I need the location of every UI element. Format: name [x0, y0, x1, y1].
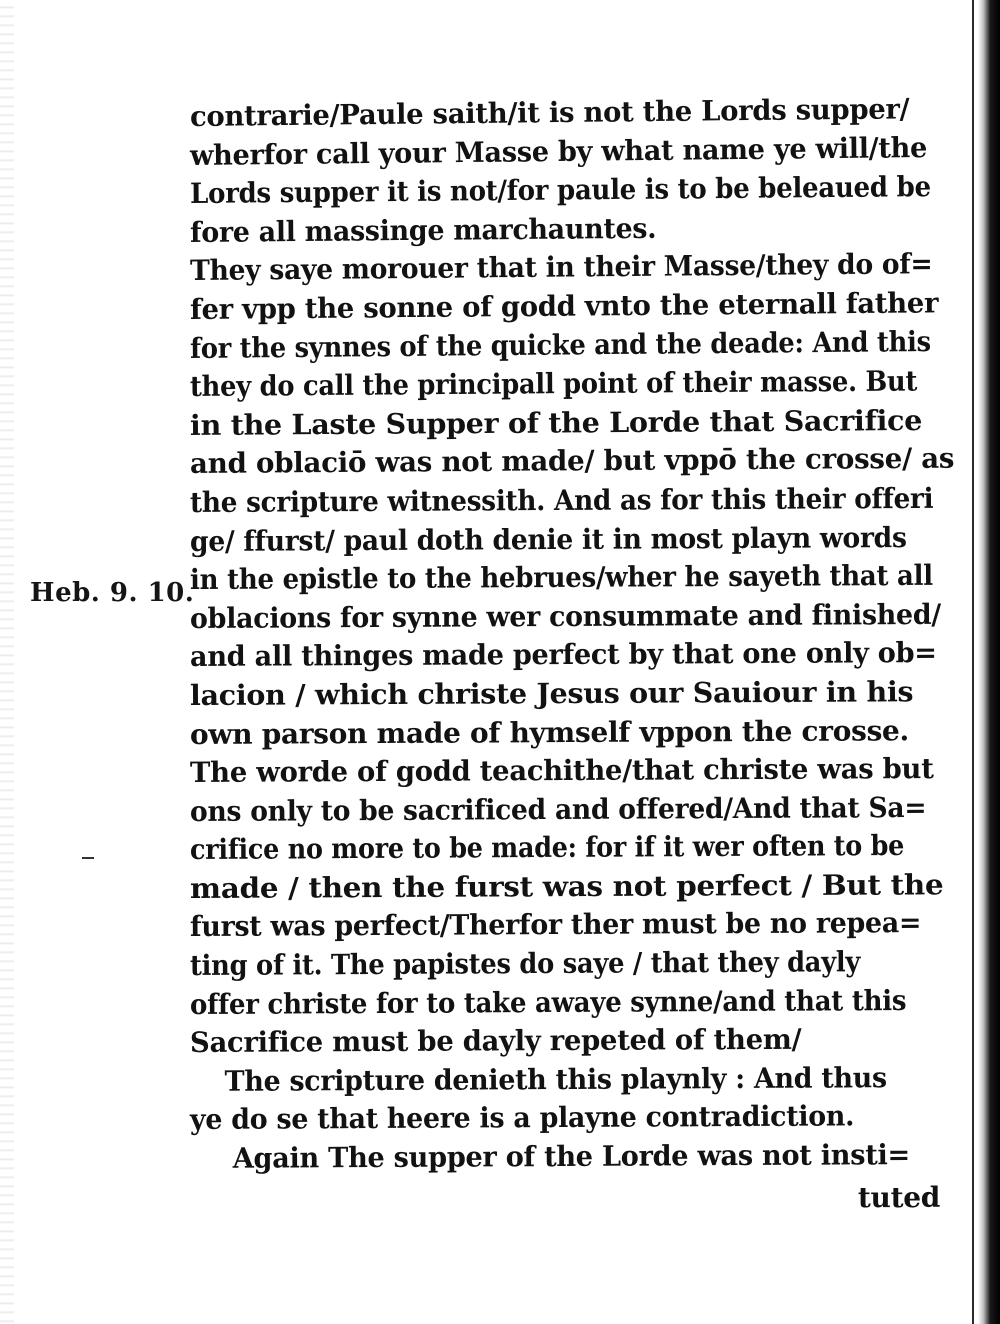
text-line: wherfor call your Masse by what name ye will/the: [189, 130, 928, 172]
text-line: and all thinges made perfect by that one only ob=: [189, 636, 937, 674]
text-line: lacion / which christe Jesus our Sauiour in his: [189, 675, 914, 712]
text-line: in the epistle to the hebrues/wher he sayeth that all: [189, 558, 933, 597]
text-line: Lords supper it is not/for paule is to be beleaued be: [189, 170, 931, 211]
text-line: furst was perfect/Therfor ther must be no repea=: [189, 906, 922, 944]
text-line: fer vpp the sonne of godd vnto the eternall father: [189, 286, 939, 326]
text-line: contrarie/Paule saith/it is not the Lords supper/: [189, 92, 910, 133]
binding-edge: [978, 0, 1000, 1324]
catchword: tuted: [857, 1180, 940, 1214]
text-line: own parson made of hymself vppon the crosse.: [189, 713, 910, 751]
text-line: the scripture witnessith. And as for this their offeri: [189, 481, 934, 519]
text-line: They saye morouer that in their Masse/they do of=: [189, 247, 933, 288]
text-line: The worde of godd teachithe/that christe was but: [189, 752, 934, 790]
text-line: made / then the furst was not perfect / But the: [189, 868, 944, 905]
text-line: Again The supper of the Lorde was not insti=: [232, 1138, 910, 1175]
text-line: fore all massinge marchauntes.: [189, 211, 657, 249]
text-line: crifice no more to be made: for if it wer often to be: [189, 829, 905, 867]
text-line: Sacrifice must be dayly repeted of them/: [189, 1022, 802, 1060]
text-line: oblacions for synne wer consummate and finished/: [189, 597, 941, 635]
text-line: offer christe for to take awaye synne/and that this: [189, 983, 907, 1021]
text-line: and oblaciō was not made/ but vppō the crosse/ as: [189, 441, 955, 481]
text-line: for the synnes of the quicke and the deade: And this: [189, 324, 931, 365]
binding-line: [972, 0, 974, 1324]
body-text: [189, 92, 970, 1217]
text-line: ons only to be sacrificed and offered/And that Sa=: [189, 790, 927, 828]
text-line: in the Laste Supper of the Lorde that Sacrifice: [189, 403, 923, 442]
text-line: The scripture denieth this playnly : And thus: [224, 1061, 887, 1098]
text-line: ge/ ffurst/ paul doth denie it in most playn words: [189, 520, 907, 558]
margin-dash: [82, 857, 94, 859]
text-line: ye do se that heere is a playne contradiction.: [189, 1099, 855, 1137]
left-gutter: [0, 0, 14, 1324]
text-line: they do call the principall point of their masse. But: [189, 364, 918, 404]
margin-note: Heb. 9. 10.: [30, 578, 195, 608]
text-line: ting of it. The papistes do saye / that they dayly: [189, 945, 861, 983]
